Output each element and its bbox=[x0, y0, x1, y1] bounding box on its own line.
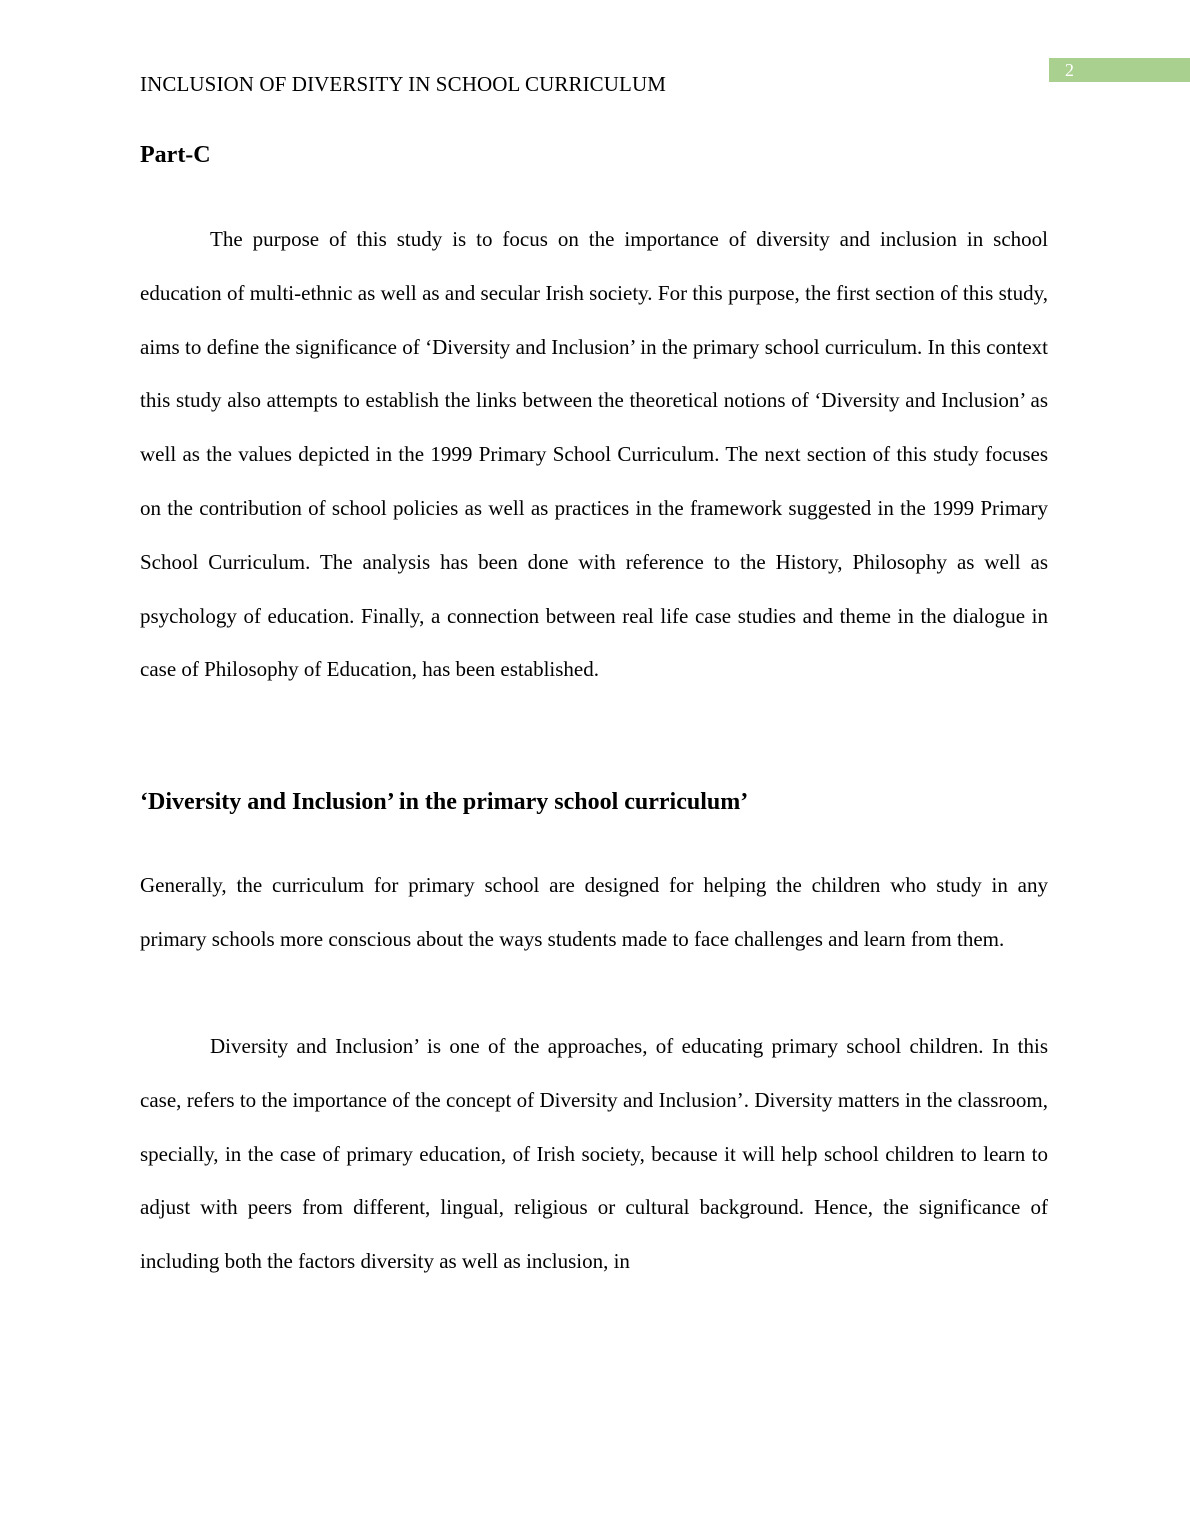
running-head: INCLUSION OF DIVERSITY IN SCHOOL CURRICULUM bbox=[140, 72, 667, 96]
page-number-badge bbox=[1049, 58, 1190, 82]
section-heading-part-c: Part-C bbox=[140, 142, 211, 168]
body-paragraph-diversity: Diversity and Inclusion’ is one of the approaches, of educating primary school children. In this case, refers to the importance of the concept of Diversity and Inclusion’. Diversity matters in the classroom, specially, in the case of primary education, of Irish society, because it will help school children to learn to adjust with peers from different, lingual, religious or cultural background. Hence, the significance of including both the factors diversity as well as inclusion, in bbox=[140, 1034, 1048, 1274]
page-number: 2 bbox=[1065, 60, 1074, 80]
intro-paragraph: The purpose of this study is to focus on the importance of diversity and inclusion in school education of multi-ethnic as well as and secular Irish society. For this purpose, the first section of this study, aims to define the significance of ‘Diversity and Inclusion’ in the primary school curriculum. In this context this study also attempts to establish the links between the theoretical notions of ‘Diversity and Inclusion’ as well as the values depicted in the 1999 Primary School Curriculum. The next section of this study focuses on the contribution of school policies as well as practices in the framework suggested in the 1999 Primary School Curriculum. The analysis has been done with reference to the History, Philosophy as well as psychology of education. Finally, a connection between real life case studies and theme in the dialogue in case of Philosophy of Education, has been established. bbox=[140, 227, 1048, 682]
body-paragraph-curriculum: Generally, the curriculum for primary school are designed for helping the children who study in any primary schools more conscious about the ways students made to face challenges and learn from them. bbox=[140, 873, 1048, 951]
section-heading-diversity-inclusion: ‘Diversity and Inclusion’ in the primary school curriculum’ bbox=[140, 789, 749, 815]
